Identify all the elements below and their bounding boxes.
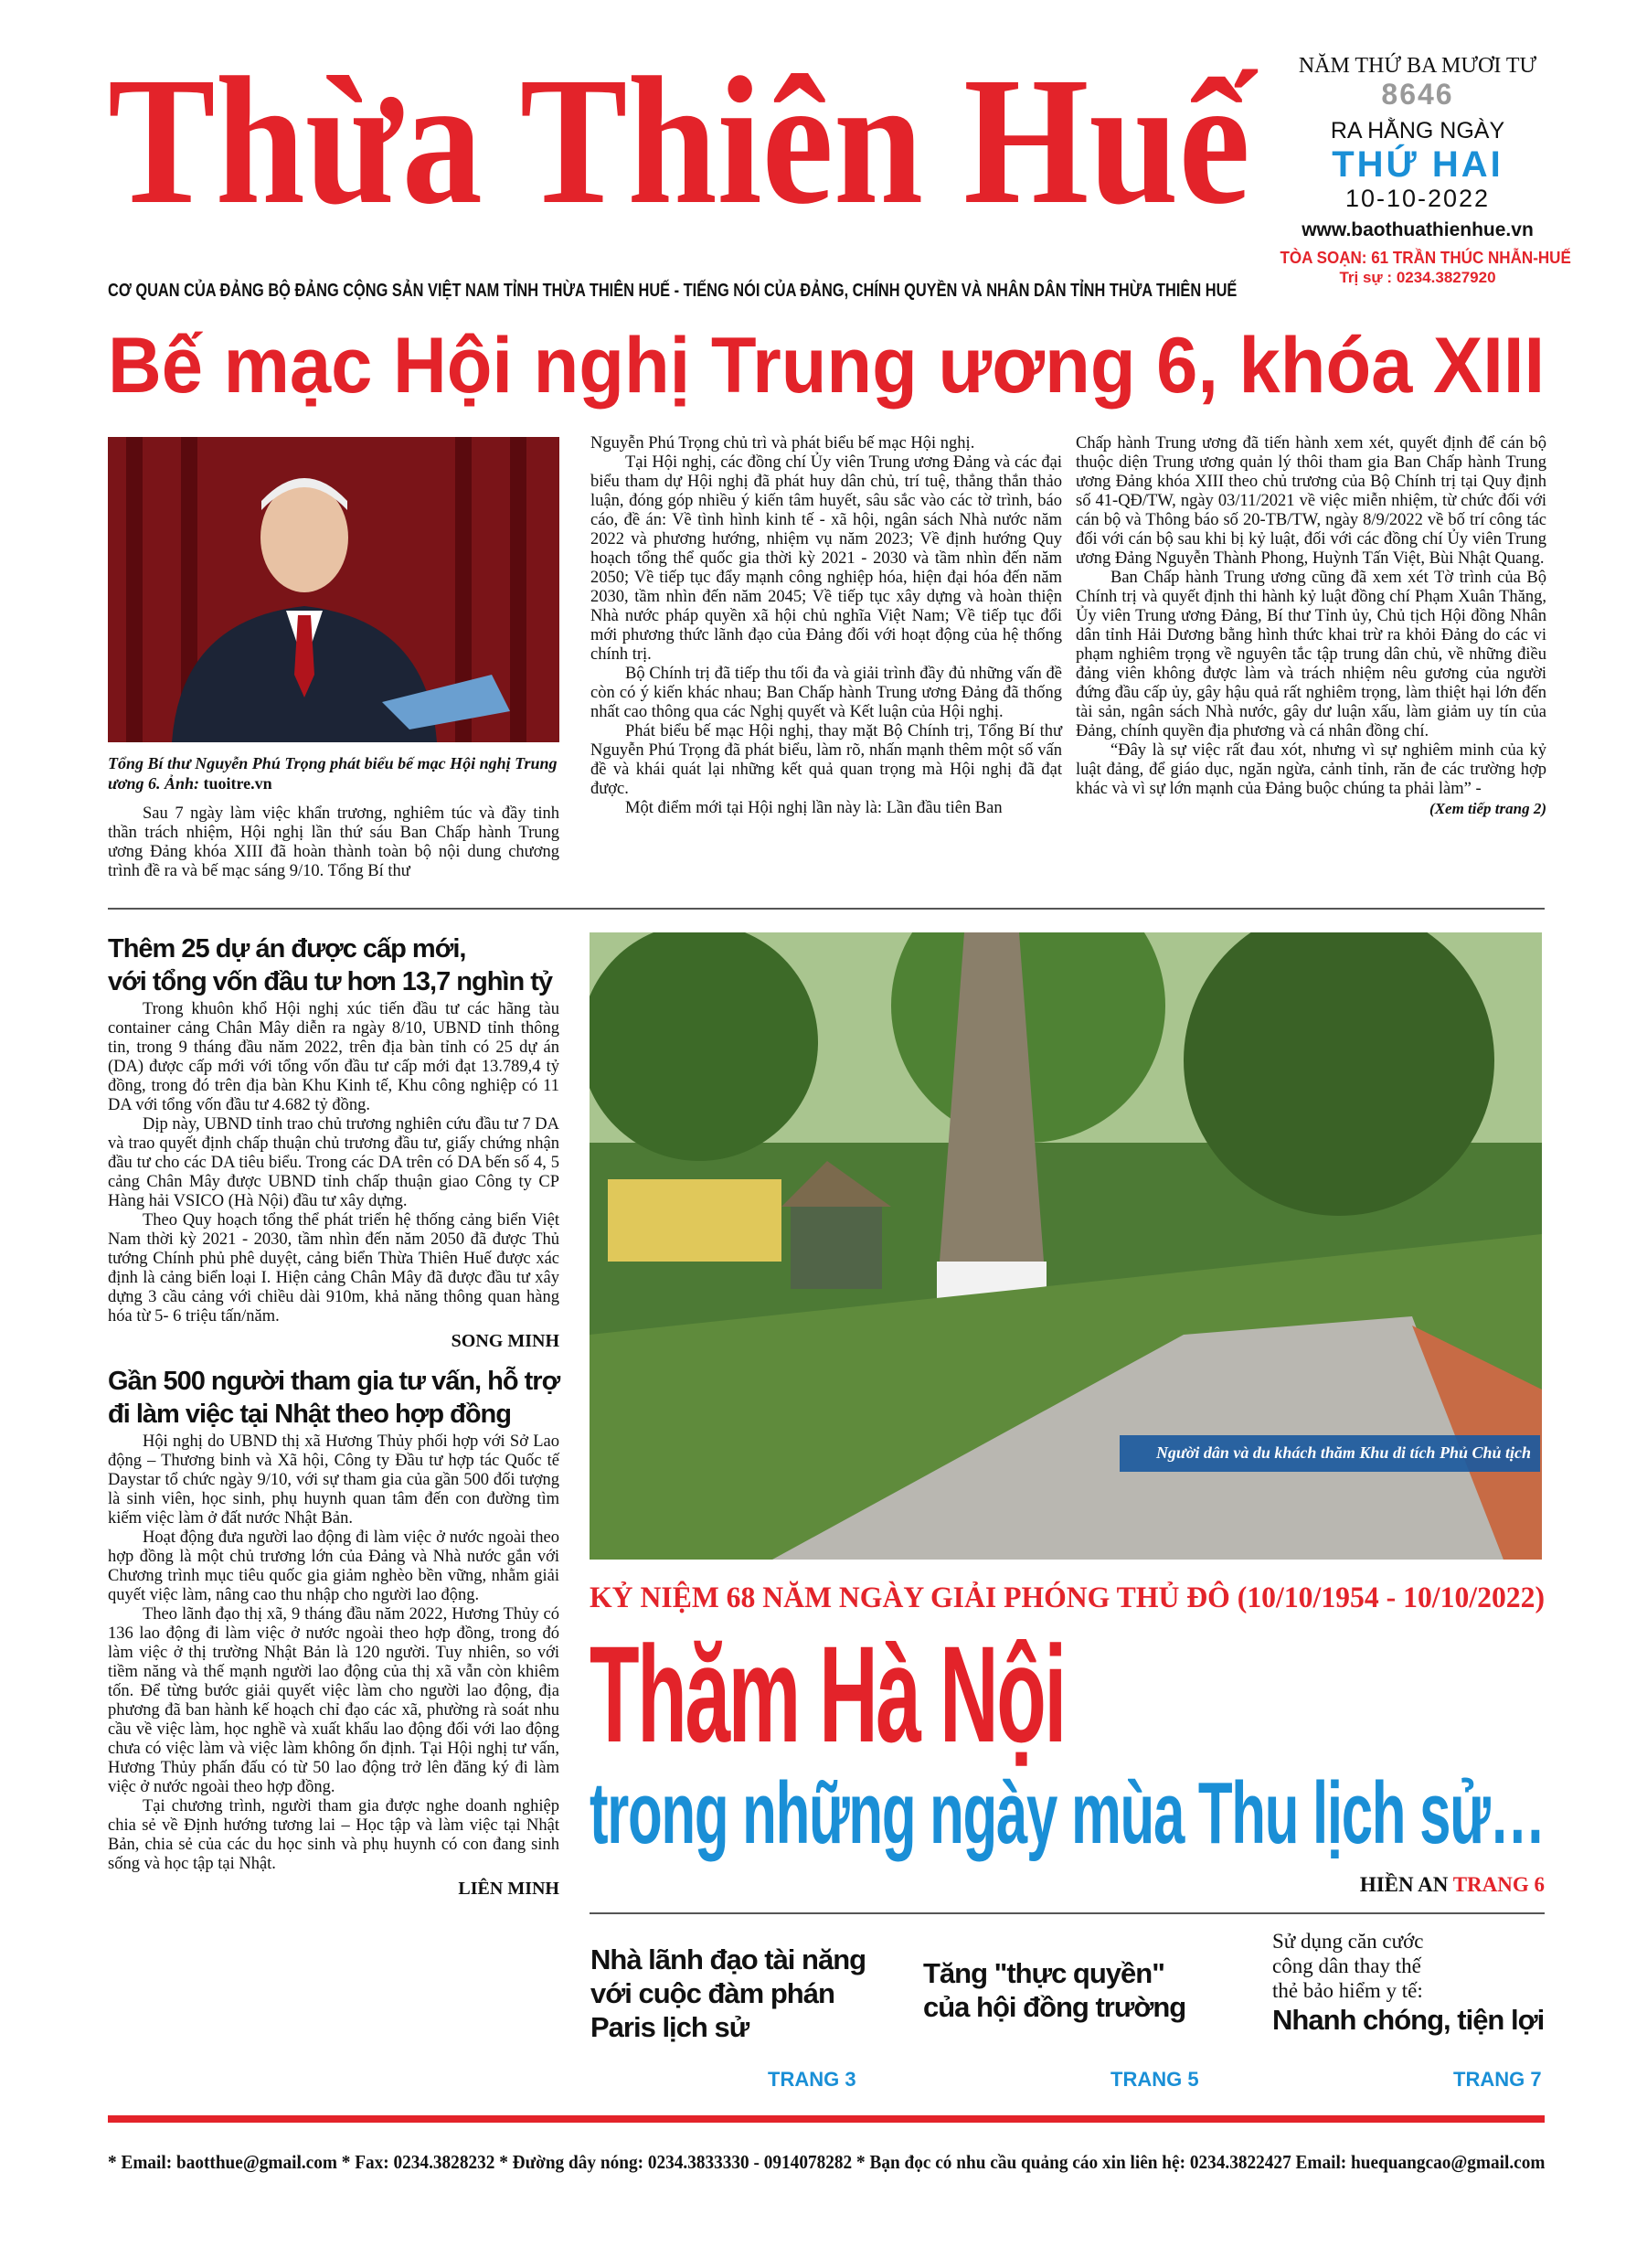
paragraph: Sau 7 ngày làm việc khẩn trương, nghiêm túc và đầy tinh thần trách nhiệm, Hội nghị lần thứ sáu Ban Chấp hành Trung ương Đảng khóa XIII đã hoàn thành toàn bộ nội dung chương trình đề ra và bế mạc sáng 9/10. Tổng Bí thư <box>108 804 559 880</box>
footer-contacts: * Email: baotthue@gmail.com * Fax: 0234.3828232 * Đường dây nóng: 0234.3833330 - 0914078282 * Bạn đọc có nhu cầu quảng cáo xin liên hệ: 0234.3822427 Email: huequangcao@gmail.com <box>108 2151 1546 2173</box>
teaser-title: của hội đồng trường <box>923 1991 1186 2023</box>
lead-column-2 <box>590 434 1062 818</box>
caption-text: Tổng Bí thư Nguyễn Phú Trọng phát biểu bế mạc Hội nghị Trung ương 6. Ảnh: <box>108 754 558 793</box>
lead-column-1 <box>108 804 559 881</box>
footer-rule <box>108 2115 1545 2123</box>
website-link[interactable]: www.baothuathienhue.vn <box>1302 219 1534 240</box>
teaser-1-page[interactable]: TRANG 3 <box>768 2068 856 2091</box>
feature-photo <box>590 932 1542 1560</box>
continued-link[interactable]: (Xem tiếp trang 2) <box>1429 800 1546 817</box>
story-headline: với tổng vốn đầu tư hơn 13,7 nghìn tỷ <box>108 967 553 996</box>
story-investment <box>108 932 559 1352</box>
speaker-illustration <box>108 437 559 742</box>
paragraph: Theo Quy hoạch tổng thể phát triển hệ thống cảng biển Việt Nam thời kỳ 2021 - 2030, tầm nhìn đến năm 2050 đã được Thủ tướng Chính phủ phê duyệt, cảng biển Thừa Thiên Huế được xác định là cảng biển loại I. Hiện cảng Chân Mây đã được đầu tư xây dựng 3 cầu cảng với chiều dài 910m, khả năng thông quan hàng hóa từ 5- 6 triệu tấn/năm. <box>108 1211 559 1326</box>
paragraph: Tại Hội nghị, các đồng chí Ủy viên Trung ương Đảng và các đại biểu tham dự Hội nghị đã phát huy dân chủ, trí tuệ, thẳng thắn thảo luận, đóng góp nhiều ý kiến tâm huyết, sâu sắc vào các tờ trình, báo cáo, đề án: Về tình hình kinh tế - xã hội, ngân sách Nhà nước năm 2022 và phương hướng, nhiệm vụ năm 2023; Về định hướng Quy hoạch tổng thể quốc gia thời kỳ 2021 - 2030 và tầm nhìn đến năm 2050; Về tiếp tục đẩy mạnh công nghiệp hóa, hiện đại hóa đến năm 2030, tầm nhìn đến năm 2045; Về tiếp tục xây dựng và hoàn thiện Nhà nước pháp quyền xã hội chủ nghĩa Việt Nam; Về tiếp tục đổi mới phương thức lãnh đạo của Đảng đối với hoạt động của hệ thống chính trị. <box>590 453 1062 664</box>
caption-source: tuoitre.vn <box>203 774 272 793</box>
story-headline: Thêm 25 dự án được cấp mới, <box>108 934 466 964</box>
issue-info <box>1272 53 1571 287</box>
paragraph: Hoạt động đưa người lao động đi làm việc ở nước ngoài theo hợp đồng là một chủ trương lớn của Đảng và Nhà nước gắn với Chương trình mục tiêu quốc gia giảm nghèo bền vững, nhằm giải quyết việc làm, nâng cao thu nhập cho người lao động. <box>108 1528 559 1604</box>
lead-column-3 <box>1076 434 1546 818</box>
weekday: THỨ HAI <box>1332 144 1504 185</box>
feature-title: Thăm Hà Nội <box>590 1617 1065 1771</box>
byline: SONG MINH <box>451 1331 559 1351</box>
park-scene-illustration <box>590 932 1542 1560</box>
teaser-3-page[interactable]: TRANG 7 <box>1453 2068 1542 2091</box>
paragraph: Ban Chấp hành Trung ương cũng đã xem xét Tờ trình của Bộ Chính trị và quyết định thi hành kỷ luật đồng chí Phạm Xuân Thăng, Ủy viên Trung ương Đảng, Bí thư Tỉnh ủy, Chủ tịch Hội đồng Nhân dân tỉnh Hải Dương bằng hình thức khai trừ ra khỏi Đảng do các vi phạm nghiêm trọng về nguyên tắc tập trung dân chủ, về những điều đảng viên không được làm và trách nhiệm nêu gương của người đứng đầu cấp ủy, gây hậu quả rất nghiêm trọng, làm thiệt hại lớn đến tài sản, ngân sách Nhà nước, gây dư luận xấu, làm giảm uy tín của Đảng, chính quyền địa phương và cá nhân đồng chí. <box>1076 569 1546 740</box>
story-headline: Gần 500 người tham gia tư vấn, hỗ trợ <box>108 1367 560 1396</box>
feature-author: HIỀN AN <box>1359 1873 1449 1896</box>
teaser-intro: thẻ bảo hiểm y tế: <box>1272 1979 1423 2002</box>
paragraph: Nguyễn Phú Trọng chủ trì và phát biểu bế mạc Hội nghị. <box>590 434 975 453</box>
feature-kicker: KỶ NIỆM 68 NĂM NGÀY GIẢI PHÓNG THỦ ĐÔ (10/10/1954 - 10/10/2022) <box>590 1581 1546 1614</box>
paragraph: Một điểm mới tại Hội nghị lần này là: Lần đầu tiên Ban <box>625 799 1003 817</box>
teaser-divider <box>590 1912 1545 1914</box>
paragraph: Chấp hành Trung ương đã tiến hành xem xét, quyết định để cán bộ thuộc diện Trung ương quản lý thôi tham gia Ban Chấp hành Trung ương Đảng khóa XIII theo chủ trương của Bộ Chính trị tại Quy định số 41-QĐ/TW, ngày 03/11/2021 về việc miễn nhiệm, từ chức đối với cán bộ và Thông báo số 20-TB/TW, ngày 8/9/2022 về bố trí công tác đối với cán bộ sau khi bị kỷ luật, đối với các đồng chí Ủy viên Trung ương Đảng Nguyễn Thành Phong, Huỳnh Tấn Việt, Bùi Nhật Quang. <box>1076 434 1546 568</box>
left-stories <box>108 932 559 1900</box>
publication-year: NĂM THỨ BA MƯƠI TƯ <box>1298 54 1537 78</box>
teaser-title: với cuộc đàm phán <box>590 1977 834 2009</box>
masthead-tagline: CƠ QUAN CỦA ĐẢNG BỘ ĐẢNG CỘNG SẢN VIỆT NAM TỈNH THỪA THIÊN HUẾ - TIẾNG NÓI CỦA ĐẢNG, CHÍNH QUYỀN VÀ NHÂN DÂN TỈNH THỪA THIÊN HUẾ <box>108 281 1238 301</box>
issue-date: 10-10-2022 <box>1344 185 1491 212</box>
feature-photo-caption: Người dân và du khách thăm Khu di tích Phủ Chủ tịch <box>1155 1443 1531 1462</box>
paragraph: Bộ Chính trị đã tiếp thu tối đa và giải trình đầy đủ những vấn đề còn có ý kiến khác nhau; Ban Chấp hành Trung ương Đảng đã thống nhất cao thông qua các Nghị quyết và Kết luận của Hội nghị. <box>590 665 1062 721</box>
teaser-title: Tăng "thực quyền" <box>923 1957 1164 1989</box>
paragraph: “Đây là sự việc rất đau xót, nhưng vì sự nghiêm minh của kỷ luật đảng, để giáo dục, ngăn ngừa, cảnh tỉnh, răn đe các trường hợp khác và vì sự lớn mạnh của Đảng buộc chúng ta phải làm” - <box>1076 741 1546 798</box>
teaser-1[interactable] <box>590 1943 892 2044</box>
byline: LIÊN MINH <box>458 1879 559 1899</box>
paragraph: Trong khuôn khổ Hội nghị xúc tiến đầu tư các hãng tàu container cảng Chân Mây diễn ra ngày 8/10, UBND tỉnh thông tin, trong 9 tháng đầu năm 2022, trên địa bàn tỉnh có 25 dự án (DA) được cấp mới với tổng vốn đầu tư cấp mới đạt 13.789,4 tỷ đồng, trong đó trên địa bàn Khu Kinh tế, Khu công nghiệp có 11 DA với tổng vốn đầu tư 4.682 tỷ đồng. <box>108 1000 559 1114</box>
paragraph: Theo lãnh đạo thị xã, 9 tháng đầu năm 2022, Hương Thủy có 136 lao động đi làm việc ở nước ngoài theo hợp đồng, trong đó làm việc ở thị trường Nhật Bản là 120 người. Tuy nhiên, so với tiềm năng và thế mạnh người lao động của thị xã vẫn còn khiêm tốn. Để từng bước giải quyết việc làm cho người lao động, địa phương đã ban hành kế hoạch chỉ đạo các xã, phường rà soát nhu cầu về việc làm, học nghề và xuất khẩu lao động đối với lao động chưa có việc làm và việc làm không ổn định. Tại Hội nghị tư vấn, Hương Thủy phấn đấu có từ 50 lao động trở lên đăng ký đi làm việc ở nước ngoài theo hợp đồng. <box>108 1605 559 1796</box>
paragraph: Tại chương trình, người tham gia được nghe doanh nghiệp chia sẻ về Định hướng tương lai – Học tập và làm việc tại Nhật Bản, chia sẻ của các du học sinh và phụ huynh có con đang sinh sống và học tập tại Nhật. <box>108 1797 559 1873</box>
teaser-intro: công dân thay thế <box>1272 1954 1421 1977</box>
lead-headline: Bế mạc Hội nghị Trung ương 6, khóa XIII <box>108 322 1546 410</box>
teaser-title: Nhà lãnh đạo tài năng <box>590 1943 866 1975</box>
office-address: TÒA SOẠN: 61 TRẦN THÚC NHẪN-HUẾ <box>1280 249 1571 267</box>
lead-photo-caption <box>108 753 559 793</box>
feature-byline <box>1188 1872 1545 1898</box>
story-headline: đi làm việc tại Nhật theo hợp đồng <box>108 1400 511 1429</box>
lead-photo <box>108 437 559 742</box>
issue-number: 8646 <box>1381 78 1454 111</box>
feature-page-link[interactable]: TRANG 6 <box>1452 1873 1545 1896</box>
feature-subtitle: trong những ngày mùa Thu lịch sử… <box>590 1764 1546 1862</box>
office-phone: Trị sự : 0234.3827920 <box>1339 269 1496 286</box>
teaser-2-page[interactable]: TRANG 5 <box>1110 2068 1199 2091</box>
section-divider <box>108 908 1545 910</box>
teaser-2[interactable] <box>923 1956 1234 2024</box>
paragraph: Phát biểu bế mạc Hội nghị, thay mặt Bộ Chính trị, Tổng Bí thư Nguyễn Phú Trọng đã phát biểu, làm rõ, nhấn mạnh thêm một số vấn đề và khái quát lại những kết quả quan trọng mà Hội nghị đã đạt được. <box>590 722 1062 798</box>
story-japan-jobs <box>108 1365 559 1900</box>
masthead-title: Thừa Thiên Huế <box>108 40 1250 242</box>
paragraph: Dịp này, UBND tỉnh trao chủ trương nghiên cứu đầu tư 7 DA và trao quyết định chấp thuận chủ trương đầu tư, giấy chứng nhận đầu tư cho các DA tiêu biểu. Trong các DA trên có DA bến số 4, 5 cảng Chân Mây được UBND tỉnh chấp thuận giao Công ty CP Hàng hải VSICO (Hà Nội) đầu tư xây dựng. <box>108 1115 559 1210</box>
teaser-3[interactable] <box>1272 1929 1545 2037</box>
teaser-title: Nhanh chóng, tiện lợi <box>1272 2004 1545 2036</box>
frequency: RA HẰNG NGÀY <box>1330 118 1505 144</box>
teaser-intro: Sử dụng căn cước <box>1272 1930 1424 1953</box>
paragraph: Hội nghị do UBND thị xã Hương Thủy phối hợp với Sở Lao động – Thương binh và Xã hội, Công ty Đầu tư hợp tác Quốc tế Daystar tổ chức ngày 9/10, với sự tham gia của gần 500 đối tượng là sinh viên, học sinh, phụ huynh quan tâm đến con đường tìm kiếm việc làm ở đất nước Nhật Bản. <box>108 1432 559 1528</box>
teaser-title: Paris lịch sử <box>590 2011 749 2043</box>
